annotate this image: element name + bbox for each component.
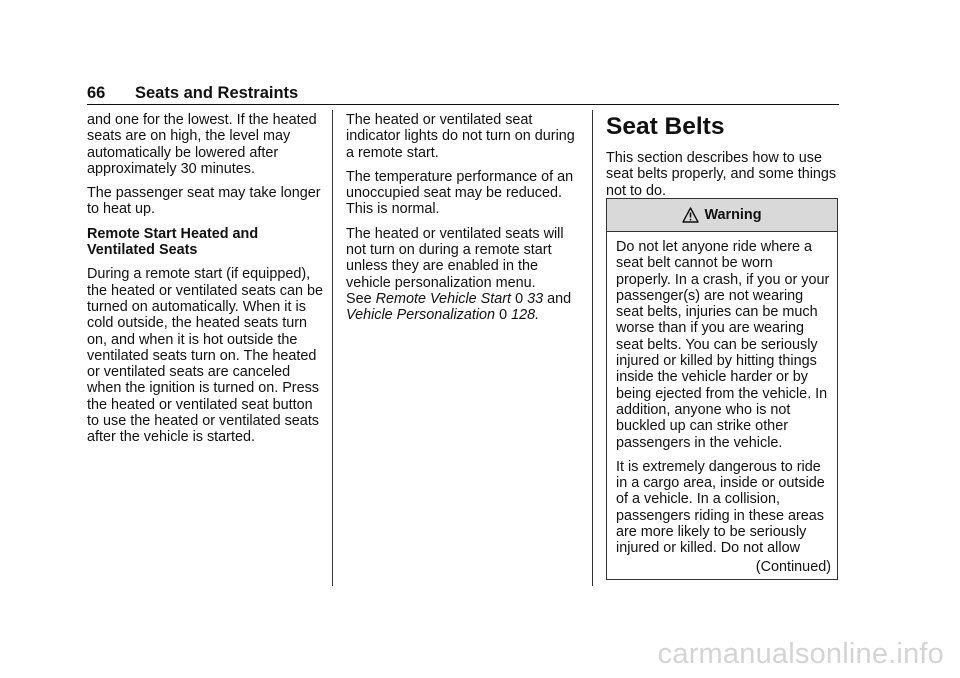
paragraph: The temperature performance of an unoccupied seat may be reduced. This is normal. (346, 168, 574, 218)
section-title: Seats and Restraints (135, 84, 299, 102)
paragraph: The passenger seat may take longer to heat up. (87, 185, 321, 218)
chapter-heading: Seat Belts (606, 113, 725, 140)
page-ref-icon: 0 (515, 290, 524, 307)
column-right (606, 112, 840, 207)
warning-label: Warning (704, 207, 762, 223)
see-text: See (346, 290, 372, 307)
column-middle (346, 112, 584, 332)
warning-header (607, 199, 837, 232)
warning-body (607, 232, 837, 557)
column-left (87, 112, 324, 454)
column-divider (332, 110, 333, 586)
paragraph: This section describes how to use seat belts properly, and some things not to do. (606, 150, 837, 199)
page-header (87, 84, 839, 105)
cross-reference-link[interactable]: Vehicle Personalization (346, 307, 496, 324)
watermark: carmanualsonline.info (657, 638, 944, 670)
warning-box (606, 198, 838, 580)
page-ref-icon: 0 (499, 307, 508, 324)
paragraph: and one for the lowest. If the heated seats are on high, the level may automatically be lowered after approximately 30 minutes. (87, 112, 317, 177)
subheading: Remote Start Heated and Ventilated Seats (87, 225, 259, 259)
cross-reference-link[interactable]: Remote Vehicle Start (375, 290, 512, 307)
paragraph: During a remote start (if equipped), the heated or ventilated seats can be turned on automatically. When it is cold outside, the heated seats turn on, and when it is hot outside the ventilated seats turn on. The heated or ventilated seats are canceled when the ignition is turned on. Press the heated or ventilated seat button to use the heated or ventilated seats after the vehicle is started. (87, 266, 324, 446)
paragraph (346, 226, 584, 324)
paragraph: It is extremely dangerous to ride in a cargo area, inside or outside of a vehicle. In a collision, passengers riding in these areas are more likely to be seriously injured or killed. Do not allow (616, 458, 825, 557)
page-ref[interactable]: 33 (527, 290, 544, 307)
continued-label: (Continued) (755, 559, 831, 575)
paragraph: Do not let anyone ride where a seat belt cannot be worn properly. In a crash, if you or your passenger(s) are not wearing seat belts, injuries can be much worse than if you are wearing seat belts. You can be seriously injured or killed by hitting things inside the vehicle harder or by being ejected from the vehicle. In addition, anyone who is not buckled up can strike other passengers in the vehicle. (616, 239, 830, 451)
column-divider (592, 110, 593, 586)
paragraph-text: The heated or ventilated seats will not turn on during a remote start unless they are enabled in the vehicle personalization menu. (346, 225, 564, 291)
page-number: 66 (87, 84, 106, 102)
page-ref[interactable]: 128. (511, 307, 540, 324)
warning-triangle-icon (682, 207, 699, 223)
paragraph: The heated or ventilated seat indicator lights do not turn on during a remote start. (346, 112, 575, 161)
and-text: and (547, 290, 572, 307)
